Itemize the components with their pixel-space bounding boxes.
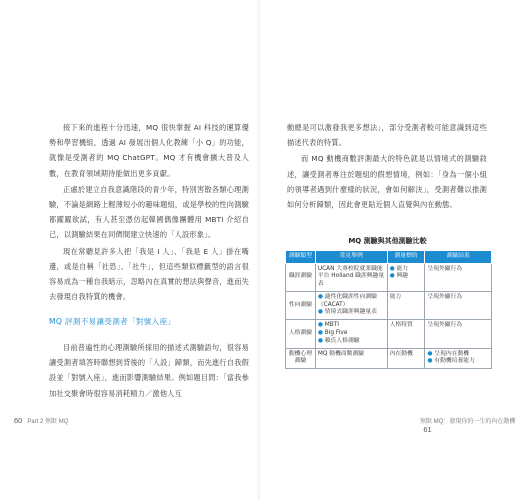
cell-line <box>427 266 489 274</box>
bullet-icon: ● <box>317 322 325 329</box>
left-paragraph-3: 現在常聽見許多人把「我是 I 人」、「我是 E 人」掛在嘴邊，或是自稱「社恐」、「社牛」，但這些類似標籤型的語言很容易成為一種自我暗示，忽略內在真實的想法與聲音，進而失去發現自我特質的機會。 <box>49 246 249 302</box>
cell-line <box>427 322 489 330</box>
cell-text: Big Five <box>324 330 348 337</box>
cell-line <box>390 273 423 281</box>
cell-text: 能力 <box>389 293 402 300</box>
header-results: 測驗結果 <box>425 251 492 264</box>
cell-line <box>390 322 423 330</box>
cell-line <box>318 322 385 330</box>
cell-text: 興趣 <box>396 273 409 280</box>
test-type-cell: 性向測驗 <box>286 291 316 319</box>
page-number-left: 60 <box>14 416 23 425</box>
cell-text: 有動機培養能力 <box>434 358 475 365</box>
cell-text: 情境式職涯興趣量表 <box>324 309 377 316</box>
cell-line <box>427 358 489 366</box>
examples-cell <box>315 348 387 369</box>
bullet-icon: ● <box>427 350 435 357</box>
targets-cell <box>387 348 425 369</box>
cell-line <box>318 351 385 359</box>
cell-text: MQ 動機商數測驗 <box>317 350 365 357</box>
bullet-icon: ● <box>427 358 435 365</box>
bullet-icon: ● <box>317 330 325 337</box>
cell-text: 呈現外顯行為 <box>427 265 463 272</box>
results-cell <box>425 291 492 319</box>
targets-cell <box>387 291 425 319</box>
results-cell <box>425 263 492 291</box>
cell-line <box>318 294 385 310</box>
targets-cell <box>387 263 425 291</box>
header-examples: 常見舉例 <box>315 251 387 264</box>
cell-line <box>390 351 423 359</box>
cell-line <box>318 330 385 338</box>
table-row <box>286 348 492 369</box>
table-row <box>286 291 492 319</box>
table-title: MQ 測驗與其他測驗比較 <box>348 237 427 245</box>
bullet-icon: ● <box>317 337 325 344</box>
right-paragraph-1: 動總是可以激發我更多想法」，部分受測者較可能意識到這些描述代表的特質。 <box>287 123 487 148</box>
left-folio <box>14 416 68 425</box>
left-body-text-2 <box>49 340 249 402</box>
left-body-text <box>49 120 249 305</box>
cell-line <box>318 266 385 289</box>
header-targets: 測量標的 <box>387 251 425 264</box>
cell-line <box>390 294 423 302</box>
cell-text: UCAN 大專校院就業職能平台 Holland 職涯興趣量表 <box>317 265 385 288</box>
section-subheading: MQ 評測不易讓受測者「對號入座」 <box>49 317 176 326</box>
results-cell <box>425 320 492 348</box>
cell-text: 適性化職涯性向測驗（CACAT） <box>317 293 377 308</box>
bullet-icon: ● <box>389 273 397 280</box>
page-number-right: 61 <box>423 425 432 434</box>
examples-cell <box>315 263 387 291</box>
table-body <box>286 263 492 369</box>
cell-text: 呈現內在動機 <box>434 350 470 357</box>
test-type-cell: 動機心理測驗 <box>286 348 316 369</box>
cell-line <box>427 294 489 302</box>
cell-text: 人格特質 <box>389 322 413 329</box>
targets-cell <box>387 320 425 348</box>
table-row <box>286 320 492 348</box>
left-paragraph-4: 目前普遍性的心理測驗所採用的描述式測驗語句，很容易讓受測者填答時聯想到背後的「人設」歸類，而先進行自我假設並「對號入座」，進而影響測驗結果。例如題目問：「當我參加社交聚會時很容易消耗精力／激他人互 <box>49 343 249 398</box>
right-folio <box>420 416 520 434</box>
cell-text: 賴氏人格測驗 <box>324 337 360 344</box>
left-paragraph-2: 正處於建立自我意識階段的青少年，特別害散各類心理測驗，不論是網路上輕薄短小的趣味題組，或是學校的性向測驗都躍躍欲試，有人甚至憑仿起韓國偶像團體用 MBTI 介紹自己，以測驗結果在同儕間建立快速的「人設形象」。 <box>49 184 249 240</box>
test-type-cell: 職涯測驗 <box>286 263 316 291</box>
bullet-icon: ● <box>317 293 325 300</box>
cell-line <box>318 338 385 346</box>
examples-cell <box>315 291 387 319</box>
cell-text: 內在動機 <box>389 350 413 357</box>
running-head-left: Part 2 無限 MQ <box>27 419 69 425</box>
cell-text: MBTI <box>324 322 339 329</box>
cell-text: 呈現外顯行為 <box>427 293 463 300</box>
table-row <box>286 263 492 291</box>
comparison-table <box>285 250 492 369</box>
table-header-row <box>286 251 492 264</box>
test-type-cell: 人格測驗 <box>286 320 316 348</box>
right-paragraph-2: 而 MQ 動機商數評測最大的特色就是以情境式的測驗敘述，讓受測者專注於題組的假想情境，例如：「身為一個小組的領導者遇到什麼樣的狀況，會如何解決」，受測者難以推測如何分析歸類，因此會更貼近個人直覺與內在動態。 <box>287 154 487 210</box>
results-cell <box>425 348 492 369</box>
bullet-icon: ● <box>317 309 325 316</box>
header-test-type: 測驗類型 <box>286 251 316 264</box>
left-paragraph-1: 接下來的進程十分迅速，MQ 很快掌握 AI 科技的運算優勢和學習機組，透過 AI 發展出個人化教練「小 Q」的功能，就像是受測者的 MQ ChatGPT。MQ 才有機會擴大普及人數，在教育領域期待能做出更多貢獻。 <box>49 123 249 178</box>
right-body-text <box>287 120 487 213</box>
cell-text: 能力 <box>396 265 409 272</box>
running-head-right: 無限 MQ：發現你的一生的內在動機 <box>420 419 516 425</box>
examples-cell <box>315 320 387 348</box>
bullet-icon: ● <box>389 265 397 272</box>
cell-text: 呈現外顯行為 <box>427 322 463 329</box>
cell-line <box>318 309 385 317</box>
